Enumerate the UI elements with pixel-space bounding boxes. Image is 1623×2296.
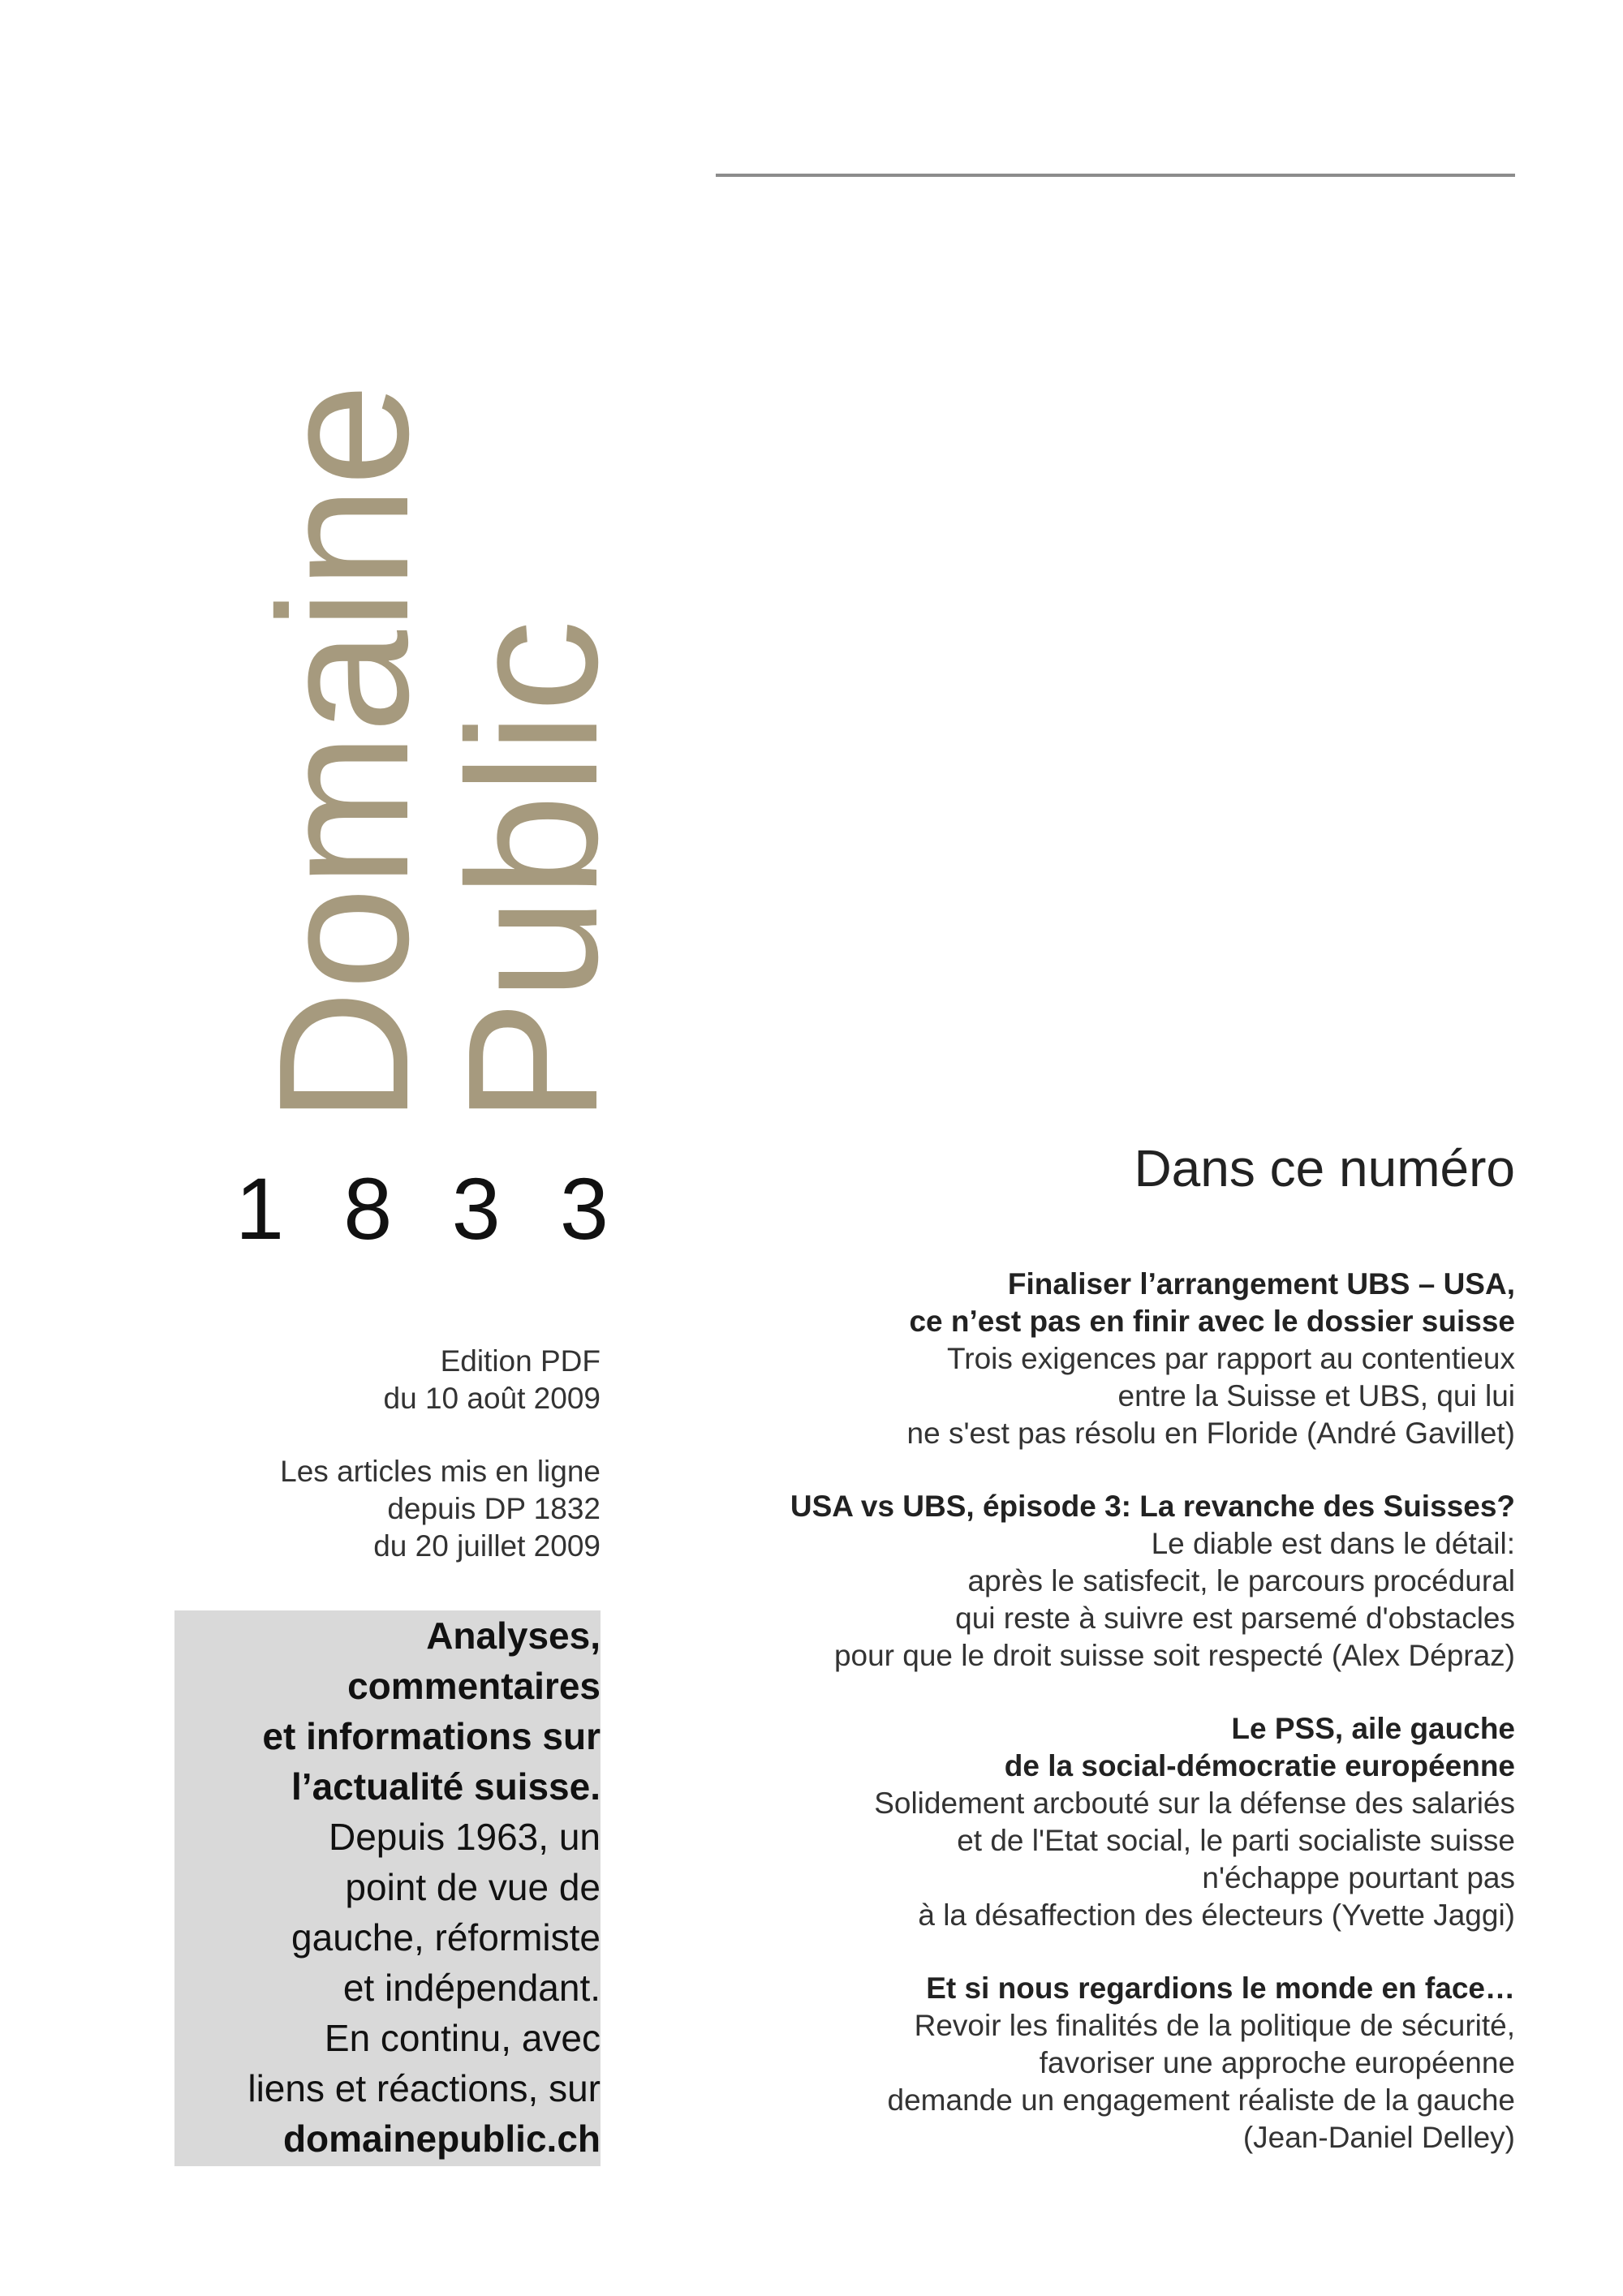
issue-digit: 3 — [451, 1159, 501, 1258]
article-summary: (Jean-Daniel Delley) — [1242, 2121, 1515, 2154]
article-summary: à la désaffection des électeurs (Yvette Jaggi) — [918, 1898, 1515, 1932]
article-title: de la social-démocratie européenne — [1004, 1749, 1515, 1782]
tagline-line: et informations sur — [262, 1715, 601, 1757]
article-summary: ne s'est pas résolu en Floride (André Gavillet) — [906, 1417, 1515, 1450]
issue-number — [235, 1160, 609, 1258]
site-link[interactable]: domainepublic.ch — [282, 2118, 601, 2160]
tagline-line: Depuis 1963, un — [328, 1816, 601, 1858]
tagline-line: gauche, réformiste — [291, 1916, 601, 1958]
edition-info — [211, 1343, 601, 1565]
article-summary: qui reste à suivre est parsemé d'obstacles — [955, 1602, 1515, 1635]
issue-digit: 1 — [235, 1159, 285, 1258]
article-item[interactable] — [716, 1970, 1515, 2156]
tagline-line: point de vue de — [345, 1866, 601, 1908]
issue-digit: 8 — [343, 1159, 393, 1258]
article-item[interactable] — [716, 1710, 1515, 1934]
edition-date: du 10 août 2009 — [383, 1382, 601, 1415]
article-summary: Solidement arcbouté sur la défense des salariés — [874, 1786, 1515, 1820]
article-summary: n'échappe pourtant pas — [1202, 1861, 1515, 1894]
article-list — [716, 1266, 1515, 2192]
tagline-line: En continu, avec — [324, 2017, 601, 2059]
article-summary: entre la Suisse et UBS, qui lui — [1117, 1379, 1515, 1412]
article-summary: Le diable est dans le détail: — [1151, 1527, 1515, 1560]
issue-digit: 3 — [559, 1159, 609, 1258]
article-summary: Trois exigences par rapport au contentieux — [947, 1342, 1515, 1375]
article-title: Finaliser l’arrangement UBS – USA, — [1007, 1267, 1515, 1301]
edition-note: depuis DP 1832 — [387, 1492, 601, 1525]
article-summary: demande un engagement réaliste de la gauche — [887, 2083, 1515, 2117]
logo-word-domaine: Domaine — [241, 383, 447, 1124]
article-summary: pour que le droit suisse soit respecté (Alex Dépraz) — [833, 1639, 1515, 1672]
article-summary: et de l'Etat social, le parti socialiste suisse — [957, 1824, 1515, 1857]
article-title: Le PSS, aile gauche — [1231, 1712, 1515, 1745]
tagline-line: et indépendant. — [342, 1967, 601, 2009]
contents-heading: Dans ce numéro — [1134, 1139, 1515, 1197]
tagline-line: liens et réactions, sur — [248, 2067, 601, 2109]
article-title: Et si nous regardions le monde en face… — [926, 1971, 1515, 2005]
tagline-line: Analyses, — [426, 1615, 601, 1657]
tagline-line: commentaires — [347, 1665, 601, 1707]
article-summary: Revoir les finalités de la politique de sécurité, — [914, 2009, 1515, 2042]
article-title: ce n’est pas en finir avec le dossier suisse — [909, 1305, 1515, 1338]
article-item[interactable] — [716, 1266, 1515, 1452]
article-summary: favoriser une approche européenne — [1039, 2046, 1515, 2079]
tagline — [174, 1610, 601, 2164]
article-title: USA vs UBS, épisode 3: La revanche des Suisses? — [790, 1490, 1515, 1523]
edition-note: du 20 juillet 2009 — [373, 1529, 601, 1563]
edition-note: Les articles mis en ligne — [280, 1455, 601, 1488]
edition-label: Edition PDF — [440, 1344, 601, 1378]
article-summary: après le satisfecit, le parcours procédural — [967, 1564, 1515, 1597]
tagline-line: l’actualité suisse. — [291, 1765, 601, 1808]
logo-word-public: Public — [430, 620, 636, 1124]
article-item[interactable] — [716, 1488, 1515, 1675]
